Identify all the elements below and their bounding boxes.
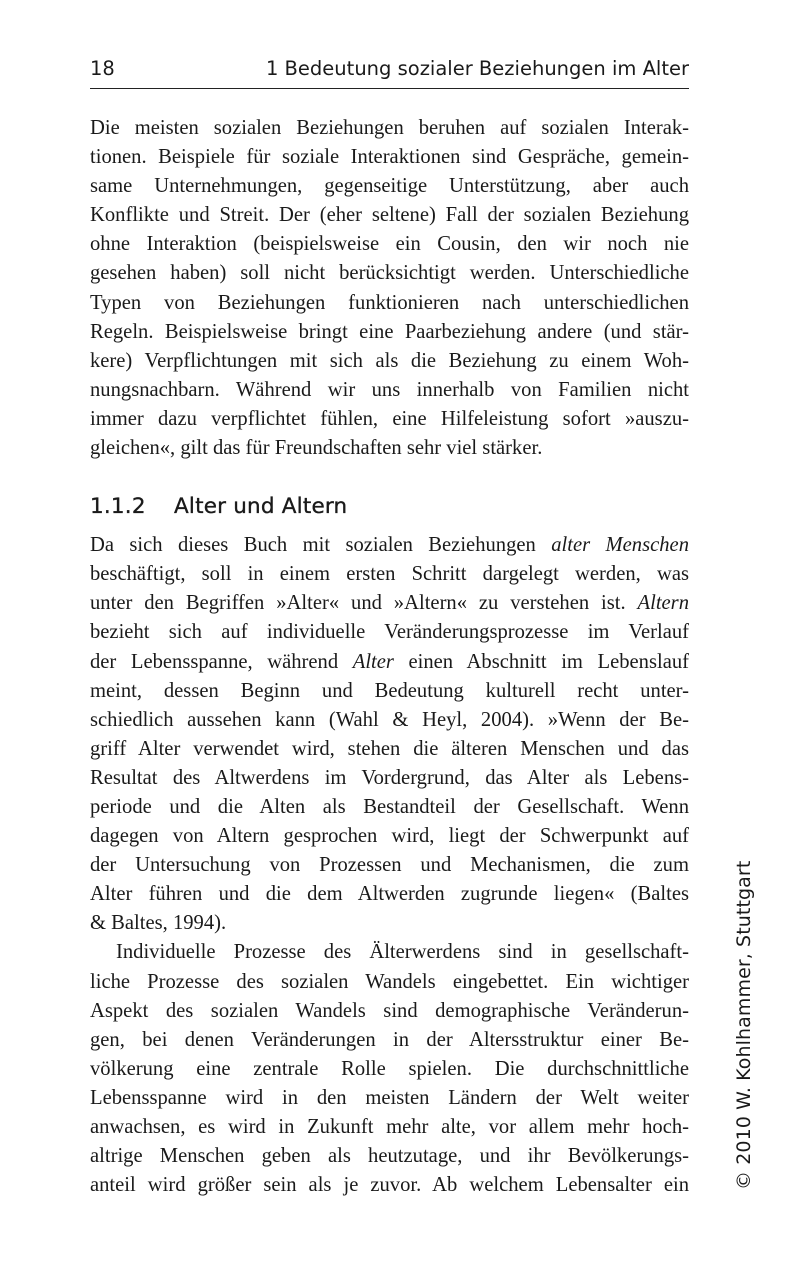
text-line: nungsnachbarn. Während wir uns innerhalb von Familien nicht bbox=[90, 378, 689, 401]
text-line: tionen. Beispiele für soziale Interaktionen sind Gespräche, gemein- bbox=[90, 146, 689, 169]
text-line: gesehen haben) soll nicht berücksichtigt werden. Unterschiedliche bbox=[90, 262, 689, 285]
text-line: Typen von Beziehungen funktionieren nach unterschiedlichen bbox=[90, 291, 689, 314]
text-line: Lebensspanne wird in den meisten Ländern der Welt weiter bbox=[90, 1086, 689, 1109]
text-line: bezieht sich auf individuelle Veränderungsprozesse im Verlauf bbox=[90, 621, 689, 644]
text-line: kere) Verpflichtungen mit sich als die Beziehung zu einem Woh- bbox=[90, 349, 689, 372]
text-line: Da sich dieses Buch mit sozialen Beziehungen alter Menschen bbox=[90, 534, 689, 557]
text-line: meint, dessen Beginn und Bedeutung kulturell recht unter- bbox=[90, 679, 689, 702]
text-line: ohne Interaktion (beispielsweise ein Cousin, den wir noch nie bbox=[90, 233, 689, 256]
running-header bbox=[90, 56, 689, 89]
text-line: anwachsen, es wird in Zukunft mehr alte, vor allem mehr hoch- bbox=[90, 1116, 689, 1138]
emphasis: Alter bbox=[352, 650, 394, 673]
paragraph-1 bbox=[90, 114, 689, 463]
text-line: same Unternehmungen, gegenseitige Unterstützung, aber auch bbox=[90, 175, 689, 198]
text-line: altrige Menschen geben als heutzutage, und ihr Bevölkerungs- bbox=[90, 1145, 689, 1168]
text-line: Regeln. Beispielsweise bringt eine Paarbeziehung andere (und stär- bbox=[90, 320, 689, 343]
page-number: 18 bbox=[90, 57, 115, 80]
paragraph-2 bbox=[90, 531, 689, 938]
text-line: Konflikte und Streit. Der (eher seltene) Fall der sozialen Beziehung bbox=[90, 204, 689, 227]
text-line: periode und die Alten als Bestandteil der Gesellschaft. Wenn bbox=[90, 795, 689, 818]
text-line: gen, bei denen Veränderungen in der Altersstruktur einer Be- bbox=[90, 1028, 689, 1051]
text-line: Individuelle Prozesse des Älterwerdens sind in gesellschaft- bbox=[116, 941, 689, 964]
copyright-notice: © 2010 W. Kohlhammer, Stuttgart bbox=[733, 860, 755, 1190]
text-line: dagegen von Altern gesprochen wird, liegt der Schwerpunkt auf bbox=[90, 825, 689, 848]
text-line: & Baltes, 1994). bbox=[90, 912, 227, 935]
text-line: der Lebensspanne, während Alter einen Abschnitt im Lebenslauf bbox=[90, 650, 689, 673]
emphasis: Altern bbox=[637, 592, 689, 615]
section-number: 1.1.2 bbox=[90, 494, 146, 520]
text-line: liche Prozesse des sozialen Wandels eingebettet. Ein wichtiger bbox=[90, 970, 689, 993]
text-line: anteil wird größer sein als je zuvor. Ab welchem Lebensalter ein bbox=[90, 1174, 689, 1197]
text-line: Die meisten sozialen Beziehungen beruhen auf sozialen Interak- bbox=[90, 117, 689, 139]
page-body bbox=[90, 114, 689, 1200]
text-line: Alter führen und die dem Altwerden zugrunde liegen« (Baltes bbox=[90, 883, 689, 906]
text-line: beschäftigt, soll in einem ersten Schritt dargelegt werden, was bbox=[90, 563, 689, 586]
text-line: völkerung eine zentrale Rolle spielen. Die durchschnittliche bbox=[90, 1057, 689, 1080]
text-line: immer dazu verpflichtet fühlen, eine Hilfeleistung sofort »auszu- bbox=[90, 407, 689, 430]
text-line: schiedlich aussehen kann (Wahl & Heyl, 2004). »Wenn der Be- bbox=[90, 708, 689, 731]
section-heading bbox=[90, 469, 689, 527]
running-title: 1 Bedeutung sozialer Beziehungen im Alter bbox=[265, 57, 689, 80]
text-line: Resultat des Altwerdens im Vordergrund, das Alter als Lebens- bbox=[90, 766, 689, 789]
emphasis: alter Menschen bbox=[551, 534, 689, 557]
text-line: der Untersuchung von Prozessen und Mechanismen, die zum bbox=[90, 854, 689, 877]
section-title: Alter und Altern bbox=[174, 494, 348, 520]
text-line: Aspekt des sozialen Wandels sind demographische Veränderun- bbox=[90, 999, 689, 1022]
text-line: griff Alter verwendet wird, stehen die älteren Menschen und das bbox=[90, 737, 689, 760]
text-line: gleichen«, gilt das für Freundschaften sehr viel stärker. bbox=[90, 437, 543, 460]
text-line: unter den Begriffen »Alter« und »Altern« zu verstehen ist. Altern bbox=[90, 592, 689, 615]
paragraph-3 bbox=[90, 938, 689, 1200]
